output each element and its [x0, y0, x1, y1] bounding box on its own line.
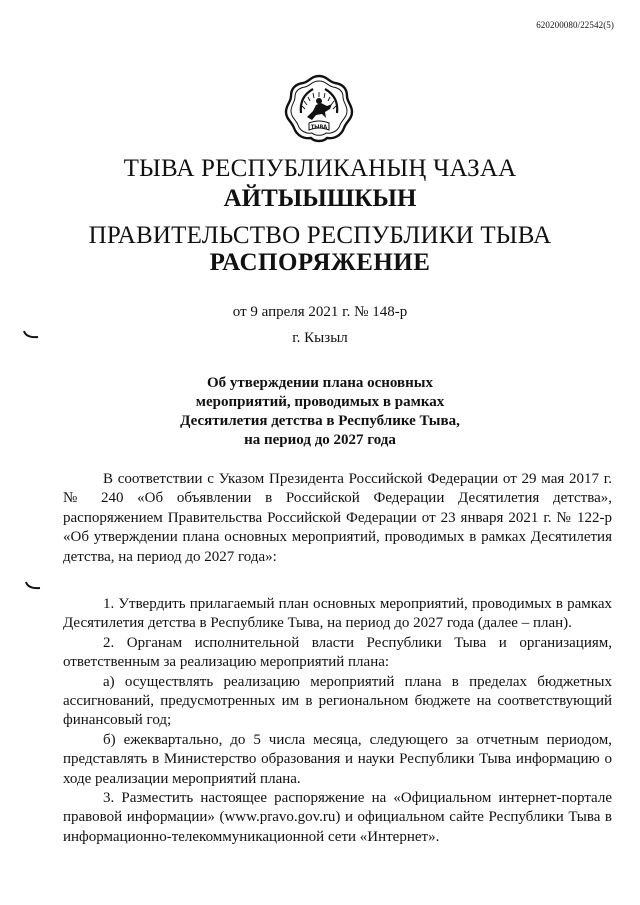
header-tyvan-document-type: АЙТЫЫШКЫН: [223, 185, 417, 212]
document-title: [0, 374, 640, 450]
preamble: [63, 470, 612, 567]
title-line: Об утверждении плана основных: [206, 375, 434, 391]
emblem-inscription: ТЫВА: [310, 124, 328, 131]
title-line: Десятилетия детства в Республике Тыва,: [180, 413, 460, 429]
title-line: на период до 2027 года: [244, 432, 396, 448]
header-document-type: РАСПОРЯЖЕНИЕ: [209, 249, 431, 276]
order-items: [63, 595, 612, 847]
document-date-number: от 9 апреля 2021 г. № 148-р: [232, 304, 408, 320]
tyva-coat-of-arms-icon: [283, 73, 355, 145]
header-government: ПРАВИТЕЛЬСТВО РЕСПУБЛИКИ ТЫВА: [88, 222, 552, 249]
header-tyvan-government: ТЫВА РЕСПУБЛИКАНЫҢ ЧАЗАА: [123, 155, 517, 182]
order-subitem: б) ежеквартально, до 5 числа месяца, следующего за отчетным периодом, представлять в Министерство образования и науки Республики Тыва информацию о ходе реализации мероприятий плана.: [63, 731, 612, 787]
order-item: 2. Органам исполнительной власти Республики Тыва и организациям, ответственным за реализацию мероприятий плана:: [63, 634, 612, 671]
preamble-paragraph: В соответствии с Указом Президента Российской Федерации от 29 мая 2017 г. № 240 «Об объявлении в Российской Федерации Десятилетия детства», распоряжением Правительства Российской Федерации от 23 января 2021 г. № 122-р «Об утверждении плана основных мероприятий, проводимых в рамках Десятилетия детства, на период до 2027 года»:: [63, 471, 612, 565]
margin-mark-icon: [22, 330, 40, 340]
order-item: 3. Разместить настоящее распоряжение на «Официальном интернет-портале правовой информации» (www.pravo.gov.ru) и официальном сайте Республики Тыва в информационно-телекоммуникационной сети «Интернет».: [63, 790, 612, 845]
order-subitem: а) осуществлять реализацию мероприятий плана в пределах бюджетных ассигнований, предусмотренных им в региональном бюджете на соответствующий финансовый год;: [63, 673, 612, 729]
margin-mark-icon: [24, 581, 42, 591]
title-line: мероприятий, проводимых в рамках: [195, 394, 445, 410]
document-registration-number: 620200080/22542(5): [536, 20, 614, 30]
order-item: 1. Утвердить прилагаемый план основных мероприятий, проводимых в рамках Десятилетия детства в Республике Тыва, на период до 2027 года (далее – план).: [63, 596, 612, 632]
document-city: г. Кызыл: [292, 330, 348, 346]
